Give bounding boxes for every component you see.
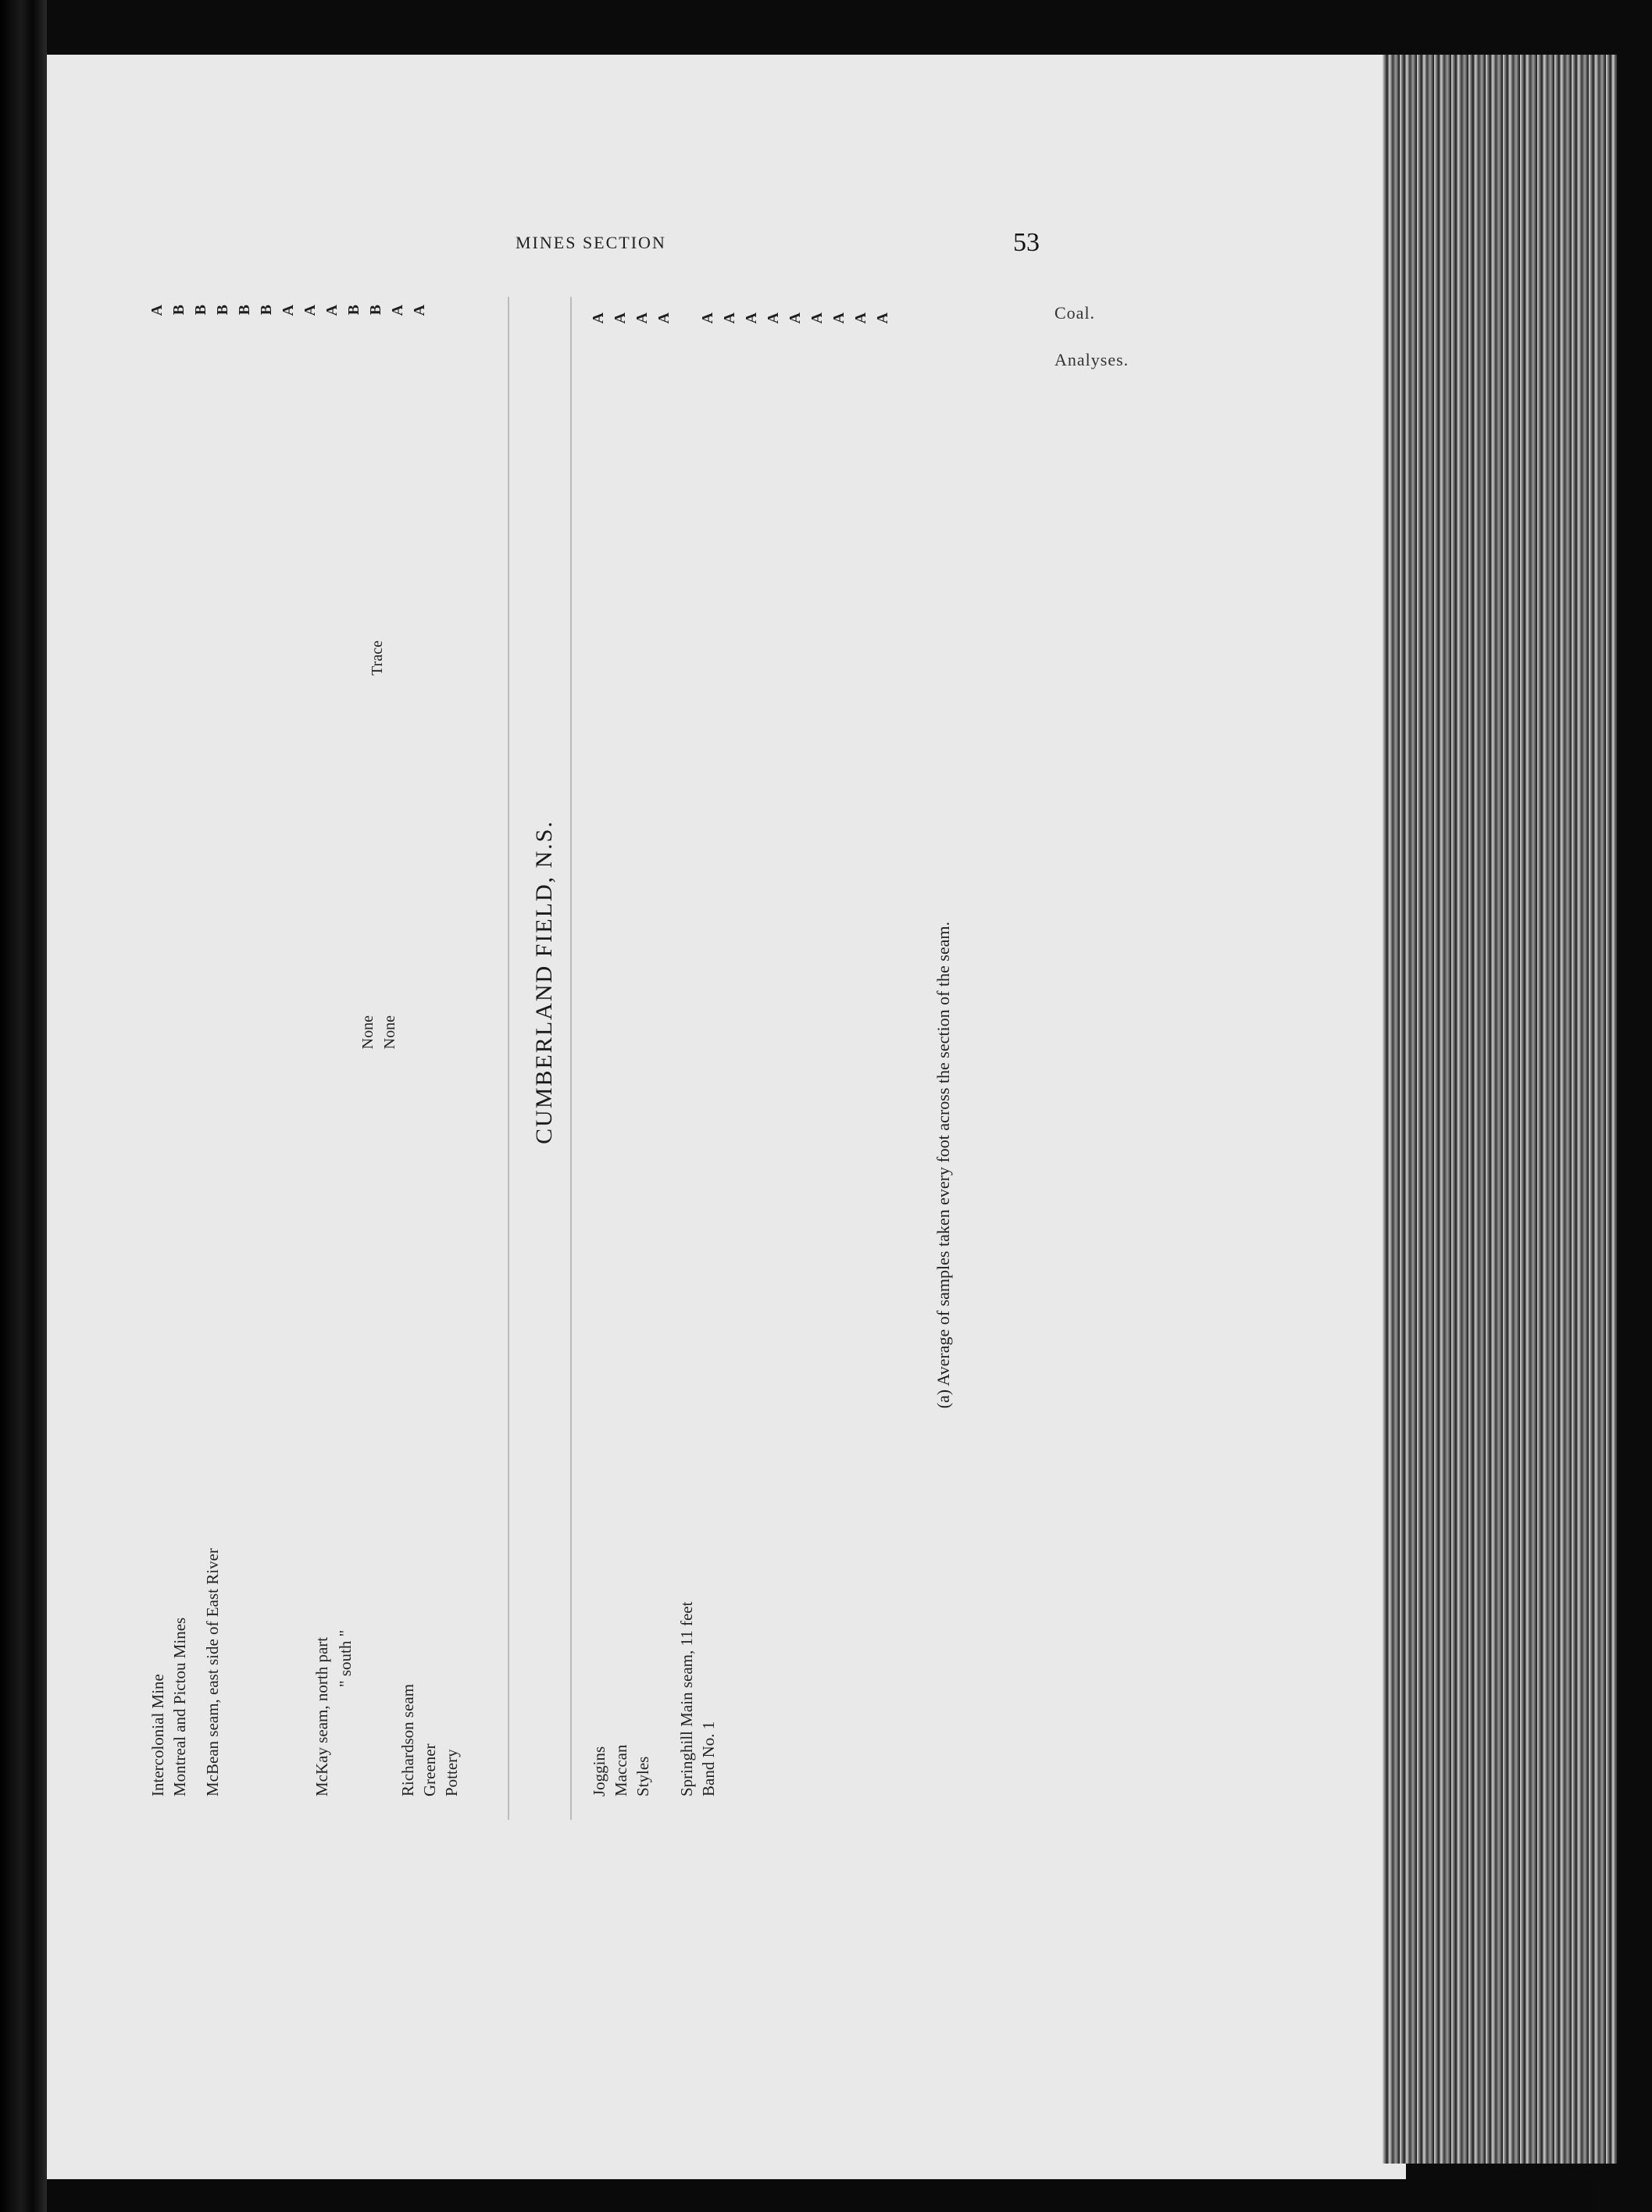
row-label: Pottery	[442, 1749, 461, 1796]
quality-cell: A	[612, 312, 629, 324]
row-label: McKay seam, north part	[312, 1636, 331, 1796]
quality-cell: A	[743, 312, 760, 324]
quality-cell: B	[236, 305, 253, 316]
row-label: Richardson seam	[398, 1683, 417, 1796]
none-note: None	[359, 1015, 376, 1050]
quality-cell: A	[389, 305, 406, 316]
page-stack-edge	[1383, 55, 1617, 2164]
group-divider	[508, 297, 509, 1820]
quality-cell: A	[721, 312, 738, 324]
quality-cell: A	[301, 305, 319, 316]
page-number: 53	[1013, 228, 1040, 257]
margin-note-analyses: Analyses.	[1054, 350, 1129, 369]
row-label: Montreal and Pictou Mines	[170, 1617, 189, 1796]
row-label: Styles	[633, 1756, 652, 1796]
quality-cell: B	[367, 305, 384, 316]
footnote: (a) Average of samples taken every foot across the section of the seam.	[933, 922, 953, 1409]
quality-cell: A	[787, 312, 804, 324]
quality-cell: B	[258, 305, 275, 316]
quality-cell: A	[830, 312, 847, 324]
book-spine-edge	[0, 0, 47, 2212]
row-label: Joggins	[590, 1746, 608, 1796]
row-label: " south "	[336, 1629, 355, 1687]
quality-cell: A	[874, 312, 891, 324]
quality-cell: A	[699, 312, 716, 324]
quality-cell: A	[765, 312, 782, 324]
none-note: None	[381, 1015, 398, 1050]
bottom-shadow	[47, 2179, 1593, 2212]
row-label: McBean seam, east side of East River	[203, 1548, 222, 1796]
quality-cell: A	[852, 312, 869, 324]
quality-cell: A	[280, 305, 297, 316]
group-divider	[570, 297, 572, 1820]
row-label: Springhill Main seam, 11 feet	[677, 1601, 696, 1796]
row-label: Greener	[420, 1743, 439, 1796]
row-label: Maccan	[612, 1744, 630, 1796]
quality-cell: A	[323, 305, 341, 316]
margin-note-coal: Coal.	[1054, 303, 1096, 323]
quality-cell: B	[345, 305, 362, 316]
quality-cell: B	[192, 305, 209, 316]
row-label: Intercolonial Mine	[148, 1674, 167, 1796]
quality-cell: A	[590, 312, 607, 324]
quality-cell: A	[148, 305, 166, 316]
quality-cell: A	[633, 312, 651, 324]
quality-cell: A	[411, 305, 428, 316]
section-title: CUMBERLAND FIELD, N.S.	[531, 820, 557, 1144]
quality-cell: B	[214, 305, 231, 316]
quality-cell: B	[170, 305, 187, 316]
trace-note: Trace	[369, 640, 386, 676]
running-header: MINES SECTION	[516, 233, 666, 252]
quality-cell: A	[808, 312, 826, 324]
row-label: Band No. 1	[699, 1721, 718, 1796]
quality-cell: A	[655, 312, 673, 324]
